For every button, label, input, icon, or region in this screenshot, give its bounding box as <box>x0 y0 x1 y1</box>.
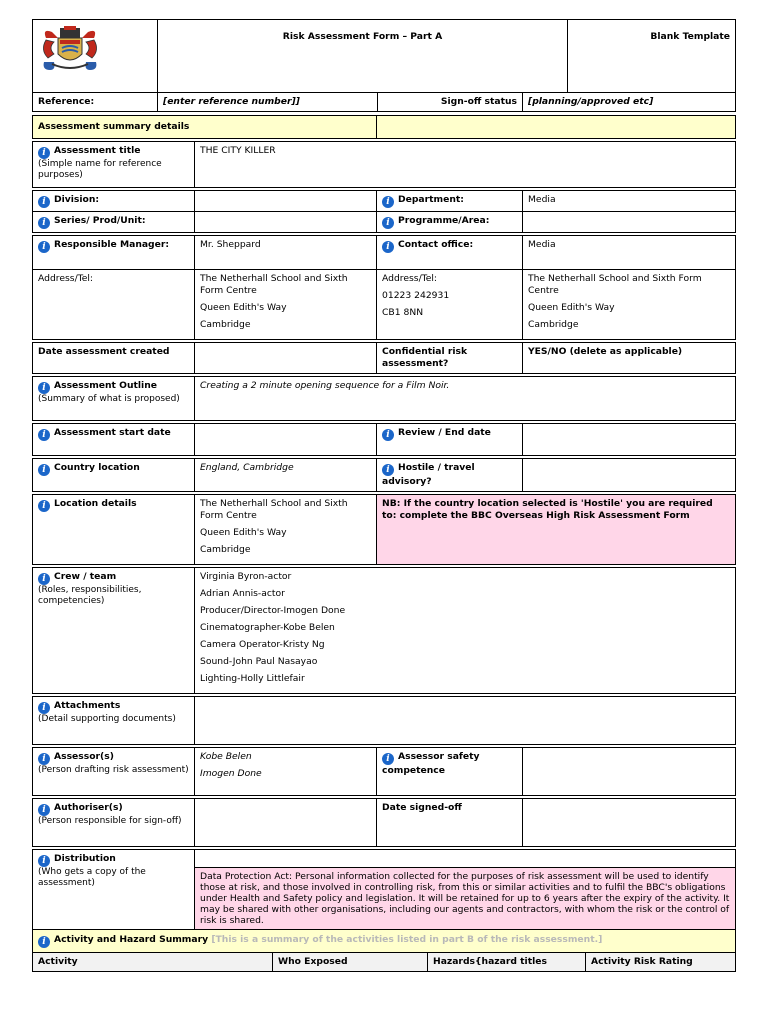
location-line: Cambridge <box>200 544 251 555</box>
reference-label: Reference: <box>33 93 158 112</box>
address-line: Cambridge <box>528 319 579 330</box>
form-title: Risk Assessment Form – Part A <box>158 20 568 93</box>
info-icon[interactable]: i <box>38 464 50 476</box>
crew-member: Camera Operator-Kristy Ng <box>200 639 325 650</box>
address-line: Cambridge <box>200 319 251 330</box>
assessor-competence-field[interactable] <box>523 748 736 796</box>
info-icon[interactable]: i <box>38 382 50 394</box>
assessor-name: Kobe Belen <box>200 751 252 762</box>
distribution-label: Distribution <box>54 853 116 864</box>
activity-note: [This is a summary of the activities listed in part B of the risk assessment.] <box>211 934 603 945</box>
form-header <box>32 19 736 93</box>
info-icon[interactable]: i <box>38 702 50 714</box>
distribution-label-cell <box>33 850 195 930</box>
outline-label: Assessment Outline <box>54 380 157 391</box>
info-icon[interactable]: i <box>382 196 394 208</box>
hostile-label-cell <box>377 459 523 492</box>
assessment-title-label-cell <box>33 142 195 188</box>
crew-member: Virginia Byron-actor <box>200 571 292 582</box>
assessor-name: Imogen Done <box>200 768 262 779</box>
crew-member: Sound-John Paul Nasayao <box>200 656 318 667</box>
country-label-cell <box>33 459 195 492</box>
attachments-help: (Detail supporting documents) <box>38 714 176 724</box>
series-label-cell <box>33 212 195 233</box>
address-right-field[interactable] <box>523 270 736 340</box>
confidential-label: Confidential risk assessment? <box>377 343 523 374</box>
info-icon[interactable]: i <box>382 429 394 441</box>
division-label-cell <box>33 191 195 212</box>
reference-row <box>32 93 736 112</box>
manager-label: Responsible Manager: <box>54 239 170 250</box>
hostile-warning-note: NB: If the country location selected is 'Hostile' you are required to: complete the BBC Overseas High Risk Assessment Form <box>377 495 736 565</box>
data-protection-notice: Data Protection Act: Personal information collected for the purposes of risk assessment will be used to identify those at risk, and those involved in controlling risk, from this or similar activities and to fulfil the BBC's obligations under Health and Safety policy and legislation. It will be retained for up to 6 years after the expiry of the activity. It may be shared with other organisations, including our agents and contractors, with whom the risk or the control of risk is shared. <box>195 868 736 930</box>
info-icon[interactable]: i <box>38 196 50 208</box>
distribution-field[interactable] <box>195 850 736 868</box>
attachments-label-cell <box>33 697 195 745</box>
department-field[interactable]: Media <box>523 191 736 212</box>
activity-heading: Activity and Hazard Summary <box>54 934 209 945</box>
assessment-details-table <box>32 115 736 930</box>
info-icon[interactable]: i <box>38 429 50 441</box>
crew-field[interactable] <box>195 568 736 694</box>
assessor-competence-label: Assessor safety competence <box>382 751 480 776</box>
assessor-label-cell <box>33 748 195 796</box>
authoriser-label-cell <box>33 799 195 847</box>
authoriser-field[interactable] <box>195 799 377 847</box>
division-field[interactable] <box>195 191 377 212</box>
address-line: Queen Edith's Way <box>200 302 287 313</box>
postcode: CB1 8NN <box>382 307 424 318</box>
info-icon[interactable]: i <box>38 241 50 253</box>
activity-summary-table <box>32 930 736 972</box>
manager-label-cell <box>33 236 195 270</box>
review-date-label: Review / End date <box>398 427 491 438</box>
info-icon[interactable]: i <box>382 217 394 229</box>
location-label-cell <box>33 495 195 565</box>
manager-field[interactable]: Mr. Sheppard <box>195 236 377 270</box>
assessment-title-field[interactable]: THE CITY KILLER <box>195 142 736 188</box>
address-label: Address/Tel: <box>33 270 195 340</box>
info-icon[interactable]: i <box>38 147 50 159</box>
crew-member: Cinematographer-Kobe Belen <box>200 622 335 633</box>
contact-office-field[interactable]: Media <box>523 236 736 270</box>
col-risk-rating: Activity Risk Rating <box>586 953 736 972</box>
review-date-field[interactable] <box>523 424 736 456</box>
info-icon[interactable]: i <box>38 936 50 948</box>
info-icon[interactable]: i <box>382 464 394 476</box>
assessor-label: Assessor(s) <box>54 751 114 762</box>
series-label: Series/ Prod/Unit: <box>54 215 146 226</box>
col-who-exposed: Who Exposed <box>273 953 428 972</box>
info-icon[interactable]: i <box>38 855 50 867</box>
programme-label: Programme/Area: <box>398 215 490 226</box>
start-date-label-cell <box>33 424 195 456</box>
phone-number: 01223 242931 <box>382 290 450 301</box>
crew-member: Adrian Annis-actor <box>200 588 285 599</box>
series-field[interactable] <box>195 212 377 233</box>
address-line: The Netherhall School and Sixth Form Centre <box>200 273 348 296</box>
contact-office-label: Contact office: <box>398 239 474 250</box>
location-line: Queen Edith's Way <box>200 527 287 538</box>
info-icon[interactable]: i <box>38 500 50 512</box>
date-created-field[interactable] <box>195 343 377 374</box>
crew-label-cell <box>33 568 195 694</box>
outline-field[interactable]: Creating a 2 minute opening sequence for a Film Noir. <box>195 377 736 421</box>
info-icon[interactable]: i <box>38 753 50 765</box>
programme-label-cell <box>377 212 523 233</box>
confidential-field[interactable]: YES/NO (delete as applicable) <box>523 343 736 374</box>
assessment-title-label: Assessment title <box>54 145 141 156</box>
summary-heading: Assessment summary details <box>33 116 377 139</box>
col-hazards: Hazards{hazard titles <box>428 953 586 972</box>
template-label: Blank Template <box>568 20 736 93</box>
crew-help: (Roles, responsibilities, competencies) <box>38 585 142 606</box>
hostile-label: Hostile / travel advisory? <box>382 462 475 487</box>
start-date-field[interactable] <box>195 424 377 456</box>
outline-help: (Summary of what is proposed) <box>38 394 180 404</box>
location-field[interactable] <box>195 495 377 565</box>
activity-heading-cell <box>33 930 736 953</box>
location-line: The Netherhall School and Sixth Form Centre <box>200 498 348 521</box>
contact-office-label-cell <box>377 236 523 270</box>
crew-member: Producer/Director-Imogen Done <box>200 605 346 616</box>
address-line: The Netherhall School and Sixth Form Centre <box>528 273 702 296</box>
signoff-label: Sign-off status <box>378 93 523 112</box>
authoriser-help: (Person responsible for sign-off) <box>38 816 182 826</box>
assessor-competence-label-cell <box>377 748 523 796</box>
risk-assessment-form <box>32 19 735 972</box>
distribution-help: (Who gets a copy of the assessment) <box>38 867 146 888</box>
signoff-input[interactable]: [planning/approved etc] <box>523 93 736 112</box>
hostile-field[interactable] <box>523 459 736 492</box>
signed-off-label: Date signed-off <box>377 799 523 847</box>
outline-label-cell <box>33 377 195 421</box>
attachments-field[interactable] <box>195 697 736 745</box>
programme-field[interactable] <box>523 212 736 233</box>
country-field[interactable]: England, Cambridge <box>195 459 377 492</box>
crew-label: Crew / team <box>54 571 117 582</box>
assessor-field[interactable] <box>195 748 377 796</box>
assessor-help: (Person drafting risk assessment) <box>38 765 189 775</box>
info-icon[interactable]: i <box>382 241 394 253</box>
review-date-label-cell <box>377 424 523 456</box>
coat-of-arms-logo <box>38 24 102 74</box>
logo-cell <box>33 20 158 93</box>
department-label-cell <box>377 191 523 212</box>
assessment-title-help: (Simple name for reference purposes) <box>38 159 162 180</box>
start-date-label: Assessment start date <box>54 427 171 438</box>
location-label: Location details <box>54 498 137 509</box>
info-icon[interactable]: i <box>38 217 50 229</box>
address-mid-field[interactable] <box>377 270 523 340</box>
signed-off-field[interactable] <box>523 799 736 847</box>
col-activity: Activity <box>33 953 273 972</box>
address-left-field[interactable] <box>195 270 377 340</box>
address-line: Queen Edith's Way <box>528 302 615 313</box>
division-label: Division: <box>54 194 100 205</box>
department-label: Department: <box>398 194 464 205</box>
attachments-label: Attachments <box>54 700 121 711</box>
info-icon[interactable]: i <box>38 804 50 816</box>
info-icon[interactable]: i <box>382 753 394 765</box>
authoriser-label: Authoriser(s) <box>54 802 123 813</box>
summary-heading-blank <box>377 116 736 139</box>
info-icon[interactable]: i <box>38 573 50 585</box>
reference-input[interactable]: [enter reference number]] <box>158 93 378 112</box>
address-mid-label: Address/Tel: <box>382 273 438 284</box>
country-label: Country location <box>54 462 140 473</box>
date-created-label: Date assessment created <box>33 343 195 374</box>
crew-member: Lighting-Holly Littlefair <box>200 673 305 684</box>
